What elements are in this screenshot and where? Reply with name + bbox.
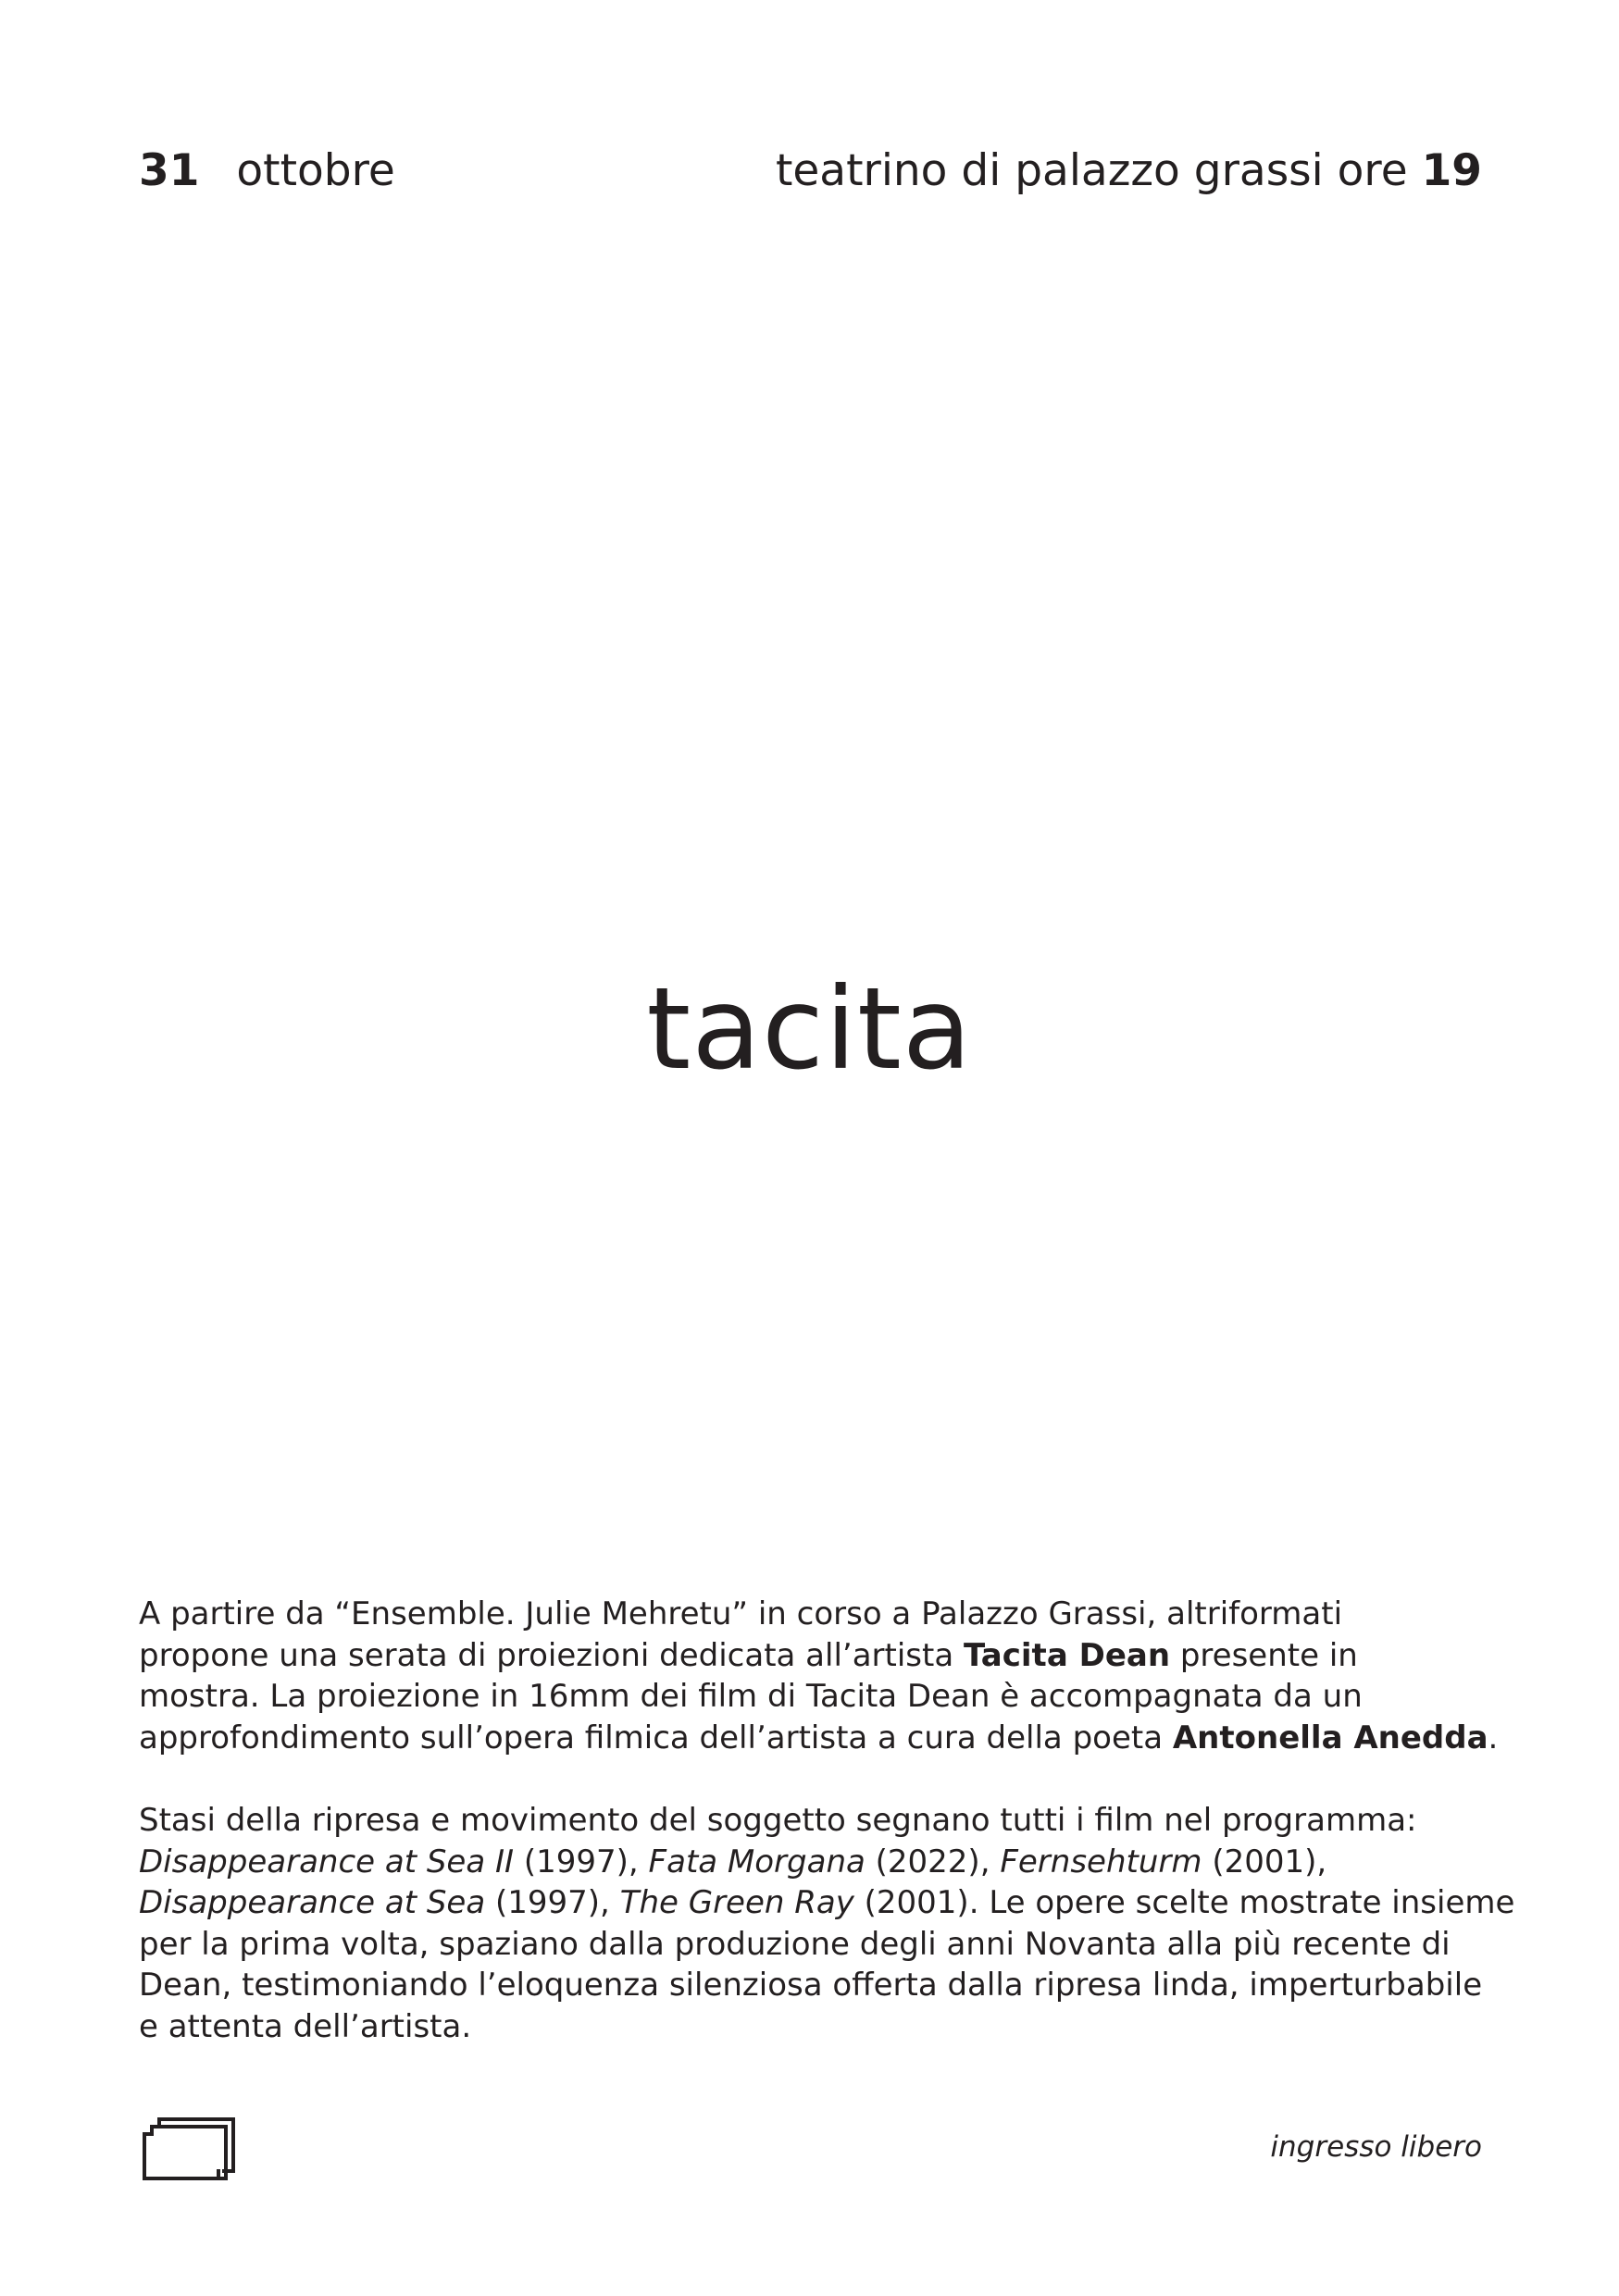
programme-line: Disappearance at Sea II (1997), Fata Morgana (2022), Fernsehturm (2001),: [139, 1843, 1327, 1880]
intro-paragraph: [139, 1594, 1499, 1758]
event-day: 31: [139, 145, 200, 196]
film-title: The Green Ray: [619, 1884, 854, 1921]
programme-line: e attenta dell’artista.: [139, 2007, 472, 2045]
programme-paragraph: [139, 1800, 1515, 2047]
programme-line: Dean, testimoniando l’eloquenza silenziosa offerta dalla ripresa linda, imperturbabile: [139, 1967, 1483, 2004]
intro-line: approfondimento sull’opera filmica dell’artista a cura della poeta Antonella Anedda.: [139, 1719, 1499, 1756]
event-venue: teatrino di palazzo grassi ore: [775, 145, 1408, 196]
poet-name: Antonella Anedda: [1172, 1719, 1488, 1756]
page-title: tacita: [646, 962, 973, 1095]
film-title: Fernsehturm: [1000, 1843, 1202, 1880]
intro-line: propone una serata di proiezioni dedicata all’artista Tacita Dean presente in: [139, 1636, 1358, 1674]
event-month: ottobre: [236, 145, 395, 196]
event-venue-time: [776, 139, 1482, 204]
intro-line: A partire da “Ensemble. Julie Mehretu” in corso a Palazzo Grassi, altriformati: [139, 1595, 1343, 1632]
programme-line: per la prima volta, spaziano dalla produzione degli anni Novanta alla più recente di: [139, 1925, 1451, 1963]
free-entry-note: ingresso libero: [1270, 2130, 1482, 2164]
event-hour: 19: [1421, 145, 1482, 196]
film-title: Fata Morgana: [648, 1843, 866, 1880]
programme-line: Stasi della ripresa e movimento del soggetto segnano tutti i film nel programma:: [139, 1802, 1417, 1839]
event-date: [139, 139, 395, 204]
programme-line: Disappearance at Sea (1997), The Green Ray (2001). Le opere scelte mostrate insieme: [139, 1884, 1515, 1921]
event-header: [139, 139, 1482, 204]
film-title: Disappearance at Sea II: [139, 1843, 515, 1880]
film-title: Disappearance at Sea: [139, 1884, 486, 1921]
altriformati-frames-icon: [141, 2117, 235, 2182]
artist-name: Tacita Dean: [964, 1636, 1171, 1674]
intro-line: mostra. La proiezione in 16mm dei film di Tacita Dean è accompagnata da un: [139, 1678, 1363, 1715]
